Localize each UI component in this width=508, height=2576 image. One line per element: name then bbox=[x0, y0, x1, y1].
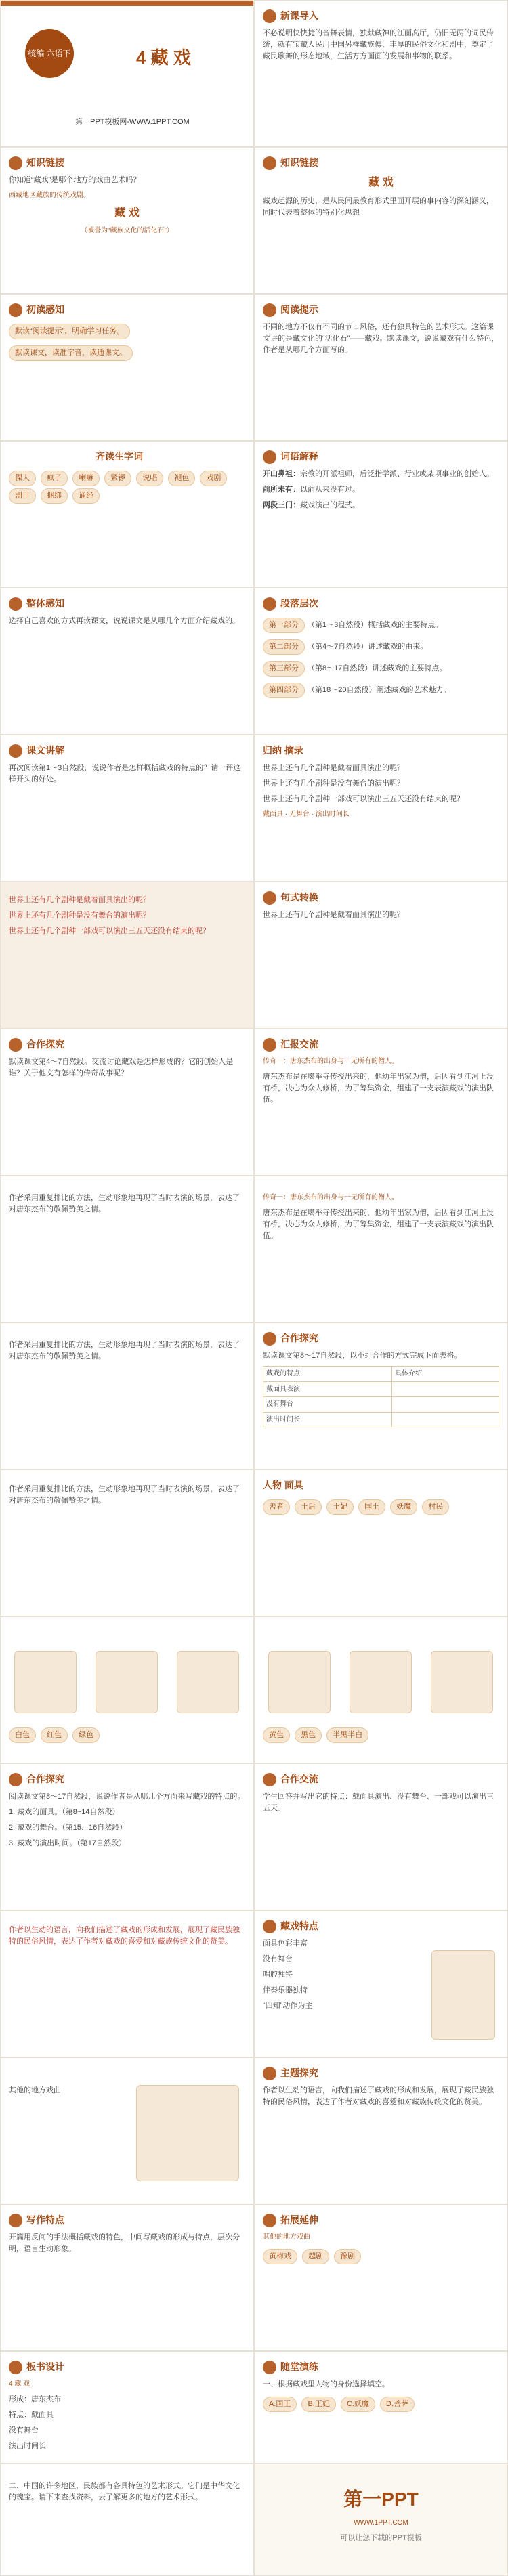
slide-body: 面具色彩丰富 没有舞台 唱腔独特 伴奏乐器独特 “四知”动作为主 bbox=[263, 1939, 313, 2011]
slide-title: 合作探究 bbox=[9, 1772, 64, 1786]
slide-body: 作者采用重复排比的方法，生动形象地再现了当时表演的场景，表达了对唐东杰布的敬佩赞美之情。 bbox=[9, 1194, 240, 1214]
cover-slide[interactable] bbox=[0, 0, 254, 147]
slide-title: 合作交流 bbox=[263, 1772, 318, 1786]
slide-body: 其他的地方戏曲 黄梅戏 越剧 豫剧 bbox=[263, 2232, 499, 2264]
slide-summary[interactable] bbox=[254, 735, 508, 882]
slide-body: 白色 红色 绿色 bbox=[9, 1725, 245, 1743]
slide-body: 二、中国的许多地区，民族都有各具特色的艺术形式。它们是中华文化的瑰宝。请下来查找资料，去了解更多的地方的艺术形式。 bbox=[9, 2482, 240, 2502]
task-pill: 默读课文，读准字音，读通课文。 bbox=[9, 345, 133, 361]
slide-overview[interactable] bbox=[0, 588, 254, 735]
slide-title: 随堂演练 bbox=[263, 2360, 318, 2374]
slide-body: 作者采用重复排比的方法，生动形象地再现了当时表演的场景，表达了对唐东杰布的敬佩赞美之情。 bbox=[9, 1485, 240, 1505]
slide-title: 阅读提示 bbox=[263, 303, 318, 317]
slide-body: 开山鼻祖：宗教的开派祖师，后泛指学派、行业或某项事业的创始人。 前所未有：以前从来没有过。 两段三门：藏戏演出的程式。 bbox=[263, 470, 494, 510]
slide-report[interactable] bbox=[254, 1029, 508, 1176]
slide-body: 你知道“藏戏”是哪个地方的戏曲艺术吗？ 西藏地区藏族的传统戏剧。 藏 戏 （被誉为“藏族文化的活化石”） bbox=[9, 176, 173, 235]
section-icon bbox=[263, 1332, 276, 1346]
mask-image bbox=[14, 1651, 77, 1713]
slide-body: 作者以生动的语言，向我们描述了藏戏的形成和发展，展现了藏民族独特的民俗风情，表达了作者对藏戏的喜爱和对藏族传统文化的赞美。 bbox=[263, 2086, 494, 2107]
slide-body: 默读课文第8～17自然段，以小组合作的方式完成下面表格。 藏戏的特点 具体介绍 戴面具表演 没有舞台 演出时间长 bbox=[263, 1350, 499, 1427]
slide-title: 合作探究 bbox=[9, 1037, 64, 1052]
slide-body: 选择自己喜欢的方式再读课文，说说课文是从哪几个方面介绍藏戏的。 bbox=[9, 617, 240, 625]
slide-text-block[interactable] bbox=[0, 1323, 254, 1469]
slide-title: 汇报交流 bbox=[263, 1037, 318, 1052]
slide-explain[interactable] bbox=[0, 735, 254, 882]
section-icon bbox=[263, 303, 276, 317]
section-icon bbox=[263, 156, 276, 170]
slide-words[interactable] bbox=[0, 441, 254, 588]
section-icon bbox=[9, 744, 22, 758]
task-pill: 默读“阅读提示”，明确学习任务。 bbox=[9, 324, 130, 339]
slide-body: 开篇用反问的手法概括藏戏的特色，中间写藏戏的形成与特点，层次分明，语言生动形象。 bbox=[9, 2233, 240, 2254]
slide-title: 知识链接 bbox=[9, 156, 64, 170]
feature-table: 藏戏的特点 具体介绍 戴面具表演 没有舞台 演出时间长 bbox=[263, 1366, 499, 1427]
slide-theme[interactable] bbox=[254, 2057, 508, 2204]
slide-title: 齐读生字词 bbox=[96, 451, 143, 462]
section-icon bbox=[9, 303, 22, 317]
section-icon bbox=[263, 9, 276, 23]
section-icon bbox=[263, 2214, 276, 2227]
slide-masks-1[interactable] bbox=[0, 1616, 254, 1763]
slide-title: 初读感知 bbox=[9, 303, 64, 317]
section-icon bbox=[263, 2361, 276, 2374]
cover-topbar bbox=[1, 1, 253, 6]
mask-image bbox=[177, 1651, 239, 1713]
slide-body: 传奇一：唐东杰布的出身与一无所有的僧人。 唐东杰布是在噶举寺传授出来的，他幼年出家为僧，后因看到江河上没有桥，决心为众人修桥，为了筹集资金，组建了一支表演藏戏的演出队伍。 bbox=[263, 1194, 494, 1240]
section-icon bbox=[263, 2067, 276, 2080]
slide-first-read[interactable] bbox=[0, 294, 254, 441]
slide-title: 课文讲解 bbox=[9, 744, 64, 758]
slide-body: 学生回答并写出它的特点：戴面具演出、没有舞台、一部戏可以演出三五天。 bbox=[263, 1793, 494, 1813]
slide-coop-4[interactable] bbox=[254, 1763, 508, 1910]
section-icon bbox=[9, 2361, 22, 2374]
slide-extend-practice[interactable] bbox=[0, 2464, 254, 2576]
slide-body: 善者 王后 王妃 国王 妖魔 村民 bbox=[263, 1497, 499, 1515]
lesson-title: 4 藏 戏 bbox=[136, 47, 191, 68]
slide-body: 不必说明快快捷的音舞表情，独献藏神的江面高厅，仍旧无两的词民传统，就有宝藏人民用中国另样藏族傅、丰厚的民俗文化和剧中，奠定了藏民歌舞的形态地域，生活方方面面的发展和事物的联系。 bbox=[263, 29, 494, 61]
slide-title: 归纳 摘录 bbox=[263, 745, 303, 756]
section-icon bbox=[9, 1773, 22, 1786]
slide-sentence[interactable] bbox=[254, 882, 508, 1029]
slide-coop-2[interactable] bbox=[0, 1176, 254, 1323]
slide-body: 第一部分 （第1～3自然段）概括藏戏的主要特点。 第二部分 （第4～7自然段）讲述藏戏的由来。 第三部分 （第8～17自然段）讲述藏戏的主要特点。 第四部分 （第18～20自然段）阐述藏戏的艺术魅力。 bbox=[263, 616, 499, 702]
section-icon bbox=[9, 1038, 22, 1052]
slide-title: 拓展延伸 bbox=[263, 2213, 318, 2227]
slide-body: 作者以生动的语言，向我们描述了藏戏的形成和发展，展现了藏民族独特的民俗风情，表达了作者对藏戏的喜爱和对藏族传统文化的赞美。 bbox=[9, 1926, 240, 1946]
slide-title: 写作特点 bbox=[9, 2213, 64, 2227]
mask-image bbox=[96, 1651, 158, 1713]
mask-image bbox=[268, 1651, 331, 1713]
slide-coop-3[interactable] bbox=[0, 1763, 254, 1910]
mask-image bbox=[350, 1651, 412, 1713]
performer-image bbox=[431, 1950, 495, 2040]
slide-body: 世界上还有几个剧种是戴着面具演出的呢？ 世界上还有几个剧种是没有舞台的演出呢？ 世界上还有几个剧种一部戏可以演出三五天还没有结束的呢？ bbox=[9, 896, 210, 936]
slide-end[interactable] bbox=[254, 2464, 508, 2576]
slide-structure[interactable] bbox=[254, 588, 508, 735]
slide-mask-collage[interactable] bbox=[0, 2057, 254, 2204]
slide-glossary[interactable] bbox=[254, 441, 508, 588]
slide-title: 段落层次 bbox=[263, 597, 318, 611]
slide-masks-table[interactable] bbox=[254, 1469, 508, 1616]
slide-body: 其他的地方戏曲 bbox=[9, 2086, 61, 2095]
slide-masks-2[interactable] bbox=[254, 1616, 508, 1763]
slide-extension[interactable] bbox=[254, 2204, 508, 2351]
slide-title: 藏戏特点 bbox=[263, 1919, 318, 1933]
slide-title: 主题探究 bbox=[263, 2066, 318, 2080]
grade-badge: 统编 六语下 bbox=[25, 29, 74, 78]
slide-title: 词语解释 bbox=[263, 450, 318, 464]
slide-reading-tip[interactable] bbox=[254, 294, 508, 441]
mask-image bbox=[431, 1651, 493, 1713]
section-icon bbox=[263, 1038, 276, 1052]
slide-closing-banner[interactable] bbox=[0, 1910, 254, 2057]
slide-body: 不同的地方不仅有不同的节日风俗，还有独具特色的艺术形式。这篇课文讲的是藏文化的“活化石”——藏戏。默读课文，说说藏戏有什么特色，作者是从哪几个方面写的。 bbox=[263, 323, 499, 355]
section-icon bbox=[263, 891, 276, 905]
slide-practice[interactable] bbox=[254, 2351, 508, 2464]
slide-body: 再次阅读第1～3自然段，说说作者是怎样概括藏戏的特点的？请一评这样开头的好处。 bbox=[9, 764, 241, 784]
slide-title: 整体感知 bbox=[9, 597, 64, 611]
slide-body: 藏 戏 藏戏起源的历史，是从民间最教育形式里面开展的事内容的深刻涵义，同时代表着整体的特别化思想 bbox=[263, 177, 494, 217]
slide-table[interactable] bbox=[254, 1323, 508, 1469]
slide-features[interactable] bbox=[254, 1910, 508, 2057]
slide-body: 传奇一：唐东杰布的出身与一无所有的僧人。 唐东杰布是在噶举寺传授出来的，他幼年出家为僧，后因看到江河上没有桥，决心为众人修桥，为了筹集资金，组建了一支表演藏戏的演出队伍。 bbox=[263, 1058, 494, 1104]
slide-title: 合作探究 bbox=[263, 1331, 318, 1346]
section-icon bbox=[263, 1920, 276, 1933]
section-icon bbox=[9, 2214, 22, 2227]
slide-body bbox=[9, 322, 245, 365]
section-icon bbox=[263, 597, 276, 611]
slide-report-2[interactable] bbox=[254, 1176, 508, 1323]
slide-masks-text[interactable] bbox=[0, 1469, 254, 1616]
slide-body: 一、根据藏戏里人物的身份选择填空。 A.国王 B.王妃 C.妖魔 D.菩萨 bbox=[263, 2379, 499, 2412]
section-icon bbox=[263, 1773, 276, 1786]
mask-collage-image bbox=[136, 2085, 239, 2181]
slide-title: 知识链接 bbox=[263, 156, 318, 170]
site-text: 第一PPT模板网-WWW.1PPT.COM bbox=[75, 118, 190, 126]
section-icon bbox=[9, 597, 22, 611]
slide-body: 4 藏 戏 形成：唐东杰布 特点：戴面具 没有舞台 演出时间长 bbox=[9, 2380, 61, 2450]
slide-intro[interactable] bbox=[254, 0, 508, 147]
slide-body: 阅读课文第8～17自然段，说说作者是从哪几个方面来写藏戏的特点的。 1. 藏戏的面具。（第8~14自然段） 2. 藏戏的舞台。（第15、16自然段） 3. 藏戏的演出时间。（第17自然段） bbox=[9, 1793, 245, 1848]
slide-title: 人物 面具 bbox=[263, 1480, 303, 1490]
slide-body: 世界上还有几个剧种是戴着面具演出的呢？ 世界上还有几个剧种是没有舞台的演出呢？ 世界上还有几个剧种一部戏可以演出三五天还没有结束的呢？ 戴面具 · 无舞台 · 演出时间长 bbox=[263, 764, 464, 819]
slide-title: 板书设计 bbox=[9, 2360, 64, 2374]
slide-body: 默读课文第4～7自然段。交流讨论藏戏是怎样形成的？它的创始人是谁？关于他文有怎样的传奇故事呢？ bbox=[9, 1058, 234, 1078]
slide-title: 句式转换 bbox=[263, 890, 318, 905]
slide-knowledge[interactable] bbox=[0, 147, 254, 294]
slide-body: 第一PPT WWW.1PPT.COM 可以让您下载的PPT模板 bbox=[340, 2489, 422, 2542]
slide-body: 黄色 黑色 半黑半白 bbox=[263, 1725, 499, 1743]
section-icon bbox=[9, 156, 22, 170]
slide-rhetoric[interactable] bbox=[0, 882, 254, 1029]
slide-body: 世界上还有几个剧种是戴着面具演出的呢？ bbox=[263, 911, 404, 919]
slide-body: 作者采用重复排比的方法，生动形象地再现了当时表演的场景，表达了对唐东杰布的敬佩赞美之情。 bbox=[9, 1341, 240, 1361]
slide-body: 傈人 疯子 喇嘛 紧锣 说唱 褪色 戏剧 剧目 捆绑 诵经 bbox=[9, 469, 245, 504]
slide-coop-1[interactable] bbox=[0, 1029, 254, 1176]
slide-writing[interactable] bbox=[0, 2204, 254, 2351]
slide-board[interactable] bbox=[0, 2351, 254, 2464]
slide-title: 新课导入 bbox=[263, 9, 318, 23]
slide-knowledge-2[interactable] bbox=[254, 147, 508, 294]
section-icon bbox=[263, 450, 276, 464]
